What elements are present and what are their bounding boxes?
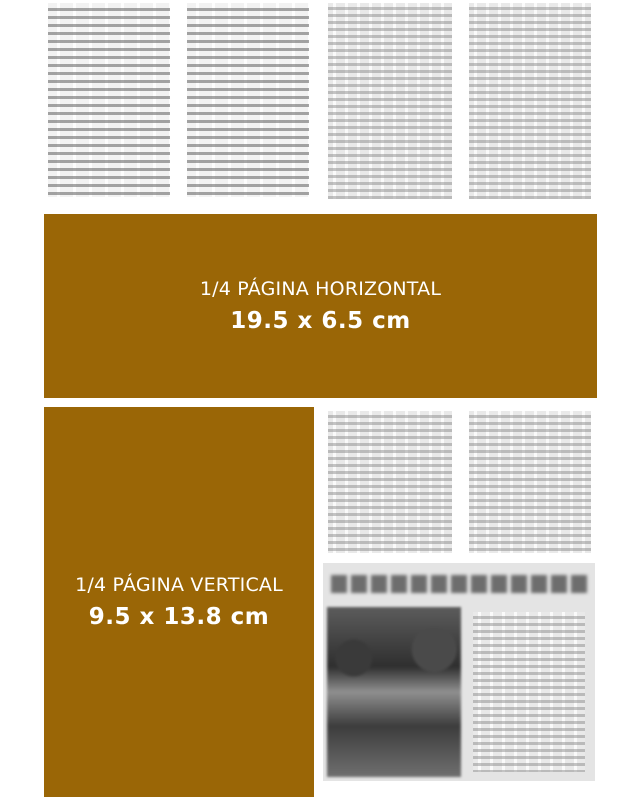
newspaper-column-top-2	[183, 0, 313, 200]
newspaper-article-clipping	[323, 563, 595, 781]
newspaper-column-top-1	[44, 0, 174, 200]
newspaper-column-top-4	[465, 0, 595, 202]
newspaper-column-bottom-1	[324, 408, 456, 556]
ad-horizontal-size: 19.5 x 6.5 cm	[230, 308, 411, 335]
ad-quarter-page-horizontal	[44, 214, 597, 398]
ad-vertical-title: 1/4 PÁGINA VERTICAL	[75, 573, 283, 596]
ad-horizontal-title: 1/4 PÁGINA HORIZONTAL	[199, 277, 442, 300]
newspaper-column-top-3	[324, 0, 456, 202]
article-headline-blurred	[331, 575, 589, 593]
newspaper-column-bottom-2	[465, 408, 595, 556]
article-body-text-blurred	[469, 609, 589, 775]
ad-vertical-size: 9.5 x 13.8 cm	[88, 604, 270, 631]
ad-quarter-page-vertical	[44, 407, 314, 797]
article-photo	[327, 607, 461, 777]
